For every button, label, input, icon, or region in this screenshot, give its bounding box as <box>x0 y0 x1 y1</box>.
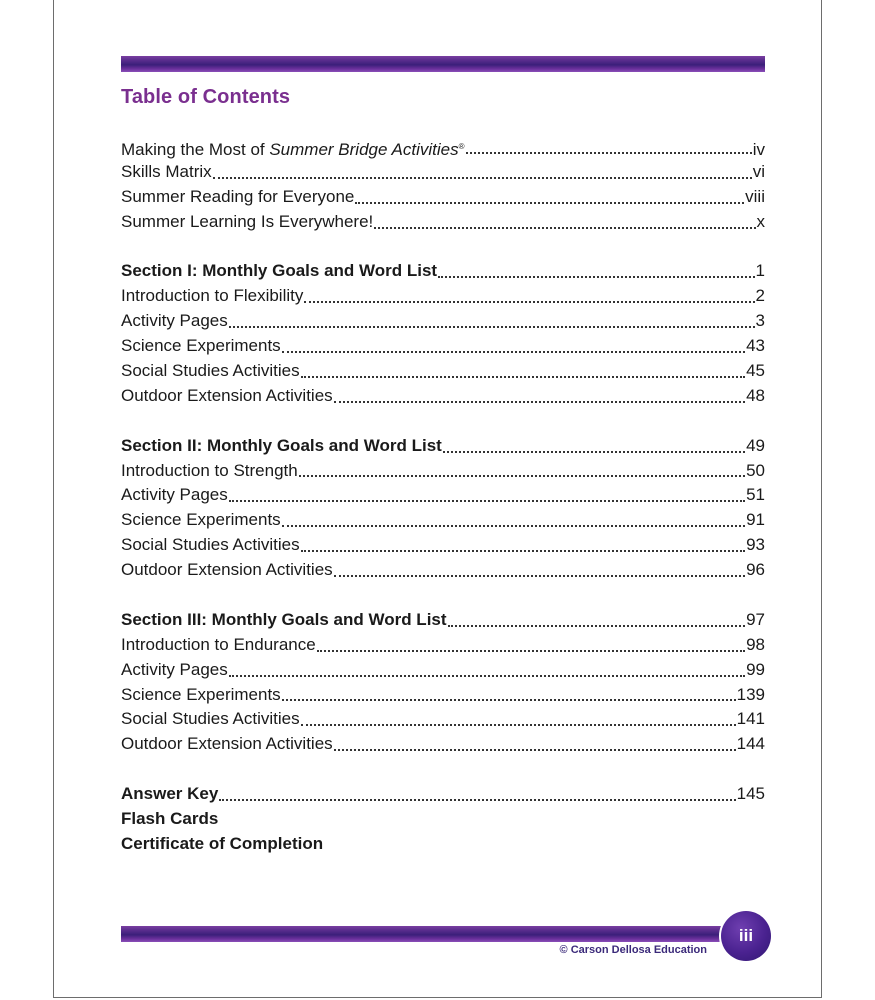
toc-entry <box>121 558 765 583</box>
toc-entry <box>121 483 765 508</box>
toc-entry-page: 97 <box>746 609 765 629</box>
toc-entry-page: viii <box>745 186 765 206</box>
dot-leader <box>213 176 752 179</box>
toc-entry-page: 50 <box>746 460 765 480</box>
toc-entry-label: Flash Cards <box>121 809 219 829</box>
toc-entry <box>121 359 765 384</box>
toc-entry-label: Section III: Monthly Goals and Word List <box>121 609 447 629</box>
toc-entry-page: 51 <box>746 485 765 505</box>
toc-entry-label: Activity Pages <box>121 485 228 505</box>
dot-leader <box>219 798 735 801</box>
toc-entry-page: 139 <box>736 684 765 704</box>
spacer <box>121 409 765 434</box>
dot-leader <box>304 300 754 303</box>
toc-entry-label: Science Experiments <box>121 684 281 704</box>
toc-entry-label: Answer Key <box>121 784 219 804</box>
toc-entry-answer-key <box>121 782 765 807</box>
toc-entry-summer-learning <box>121 210 765 235</box>
dot-leader <box>334 400 745 403</box>
toc-entry <box>121 508 765 533</box>
dot-leader <box>282 524 745 527</box>
dot-leader <box>301 723 736 726</box>
toc-entry-label: Introduction to Strength <box>121 460 298 480</box>
toc-entry-page: x <box>756 211 765 231</box>
toc-entry-flash-cards <box>121 807 765 832</box>
toc-entry <box>121 459 765 484</box>
toc-entry-label: Science Experiments <box>121 510 281 530</box>
dot-leader <box>301 375 745 378</box>
toc-entry <box>121 384 765 409</box>
dot-leader <box>229 325 755 328</box>
toc-entry-certificate <box>121 832 765 857</box>
dot-leader <box>334 574 745 577</box>
toc-entry-page: 1 <box>755 261 765 281</box>
toc-entry-summer-reading <box>121 185 765 210</box>
toc-entry <box>121 658 765 683</box>
toc-entry-page: 96 <box>746 560 765 580</box>
dot-leader <box>466 151 752 154</box>
toc-entry <box>121 633 765 658</box>
toc-entry-page: iv <box>752 140 765 159</box>
toc-entry <box>121 533 765 558</box>
toc-entry-label: Introduction to Endurance <box>121 634 316 654</box>
dot-leader <box>317 649 745 652</box>
toc-entry-label: Outdoor Extension Activities <box>121 385 333 405</box>
toc-entry-label: Social Studies Activities <box>121 709 300 729</box>
toc-section-heading <box>121 259 765 284</box>
toc-entry-page: 144 <box>736 734 765 754</box>
toc-entry-label: Section I: Monthly Goals and Word List <box>121 261 438 281</box>
spacer <box>121 757 765 782</box>
page-number-badge: iii <box>721 911 771 961</box>
dot-leader <box>229 674 745 677</box>
dot-leader <box>443 450 745 453</box>
toc-entry-label: Social Studies Activities <box>121 361 300 381</box>
dot-leader <box>282 350 745 353</box>
toc-entry-label: Outdoor Extension Activities <box>121 560 333 580</box>
toc-entry-page: 48 <box>746 385 765 405</box>
toc-entry-page: 2 <box>755 286 765 306</box>
dot-leader <box>448 624 746 627</box>
toc-entry-page: 98 <box>746 634 765 654</box>
toc-entry-page: 43 <box>746 336 765 356</box>
dot-leader <box>299 474 745 477</box>
toc-entry-label: Skills Matrix <box>121 161 212 181</box>
toc-entry-page: 93 <box>746 535 765 555</box>
toc-entry-label: Outdoor Extension Activities <box>121 734 333 754</box>
toc-entry <box>121 683 765 708</box>
toc-entry-label: Activity Pages <box>121 659 228 679</box>
header-bar <box>121 56 765 72</box>
dot-leader <box>301 549 745 552</box>
toc-entry-page: 3 <box>755 311 765 331</box>
toc-entry <box>121 309 765 334</box>
toc-entry-page: 145 <box>736 784 765 804</box>
spacer <box>121 583 765 608</box>
toc-entry-label: Certificate of Completion <box>121 833 324 853</box>
toc-entry <box>121 284 765 309</box>
toc-entry <box>121 334 765 359</box>
toc-entry-page: 45 <box>746 361 765 381</box>
toc-section-heading <box>121 434 765 459</box>
toc-entry-label: Introduction to Flexibility <box>121 286 304 306</box>
toc-entry-label: Summer Learning Is Everywhere! <box>121 211 374 231</box>
toc-entry-page: 141 <box>736 709 765 729</box>
dot-leader <box>229 499 745 502</box>
spacer <box>121 235 765 260</box>
dot-leader <box>282 698 736 701</box>
toc-entry-making-the-most <box>121 135 765 160</box>
toc-entry-label: Activity Pages <box>121 311 228 331</box>
toc-entry-page: 91 <box>746 510 765 530</box>
toc-entry-label: Making the Most of Summer Bridge Activities® <box>121 140 465 159</box>
footer-bar <box>121 926 721 942</box>
toc-entry <box>121 707 765 732</box>
dot-leader <box>355 201 744 204</box>
table-of-contents <box>121 135 765 857</box>
toc-section-heading <box>121 608 765 633</box>
dot-leader <box>438 275 754 278</box>
toc-entry-page: 49 <box>746 435 765 455</box>
toc-entry-label: Science Experiments <box>121 336 281 356</box>
page-title: Table of Contents <box>121 86 291 108</box>
copyright-text: © Carson Dellosa Education <box>559 944 707 956</box>
dot-leader <box>334 748 736 751</box>
toc-entry-label: Section II: Monthly Goals and Word List <box>121 435 442 455</box>
toc-entry-page: 99 <box>746 659 765 679</box>
dot-leader <box>374 226 755 229</box>
toc-entry-label: Summer Reading for Everyone <box>121 186 355 206</box>
toc-entry-page: vi <box>752 161 765 181</box>
toc-entry-skills-matrix <box>121 160 765 185</box>
toc-entry <box>121 732 765 757</box>
toc-entry-label: Social Studies Activities <box>121 535 300 555</box>
